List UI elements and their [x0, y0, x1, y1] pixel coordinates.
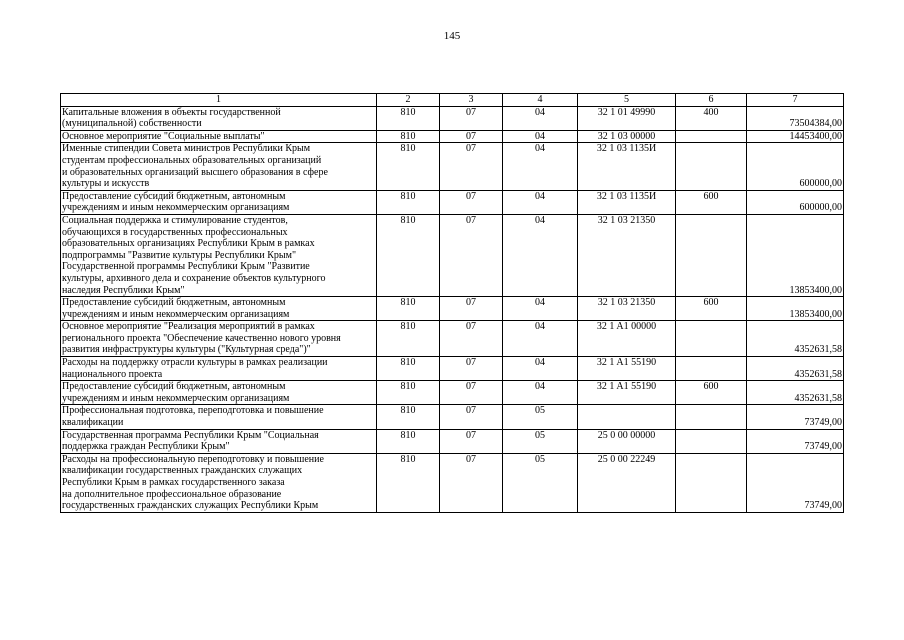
- row-csr: 32 1 03 1135И: [578, 143, 676, 190]
- row-podrazdel: 04: [503, 130, 578, 143]
- row-csr: 32 1 03 1135И: [578, 190, 676, 214]
- row-razdel: 07: [440, 453, 503, 512]
- row-name: Социальная поддержка и стимулирование студентов, обучающихся в государственных профессиональных образовательных организациях Республики Крым в рамках подпрограммы "Развитие культуры Республики Крым" Государственной программы Республики Крым "Развитие культуры, архивного дела и сохранение объектов культурного наследия Республики Крым": [61, 214, 377, 296]
- header-row: [61, 94, 844, 107]
- column-header: 5: [578, 94, 676, 107]
- row-razdel: 07: [440, 357, 503, 381]
- row-amount: 4352631,58: [747, 321, 844, 357]
- row-name: Расходы на профессиональную переподготовку и повышение квалификации государственных гражданских служащих Республики Крым в рамках государственного заказа на дополнительное профессиональное образование государственных гражданских служащих Республики Крым: [61, 453, 377, 512]
- row-glav: 810: [377, 321, 440, 357]
- row-name: Государственная программа Республики Крым "Социальная поддержка граждан Республики Крым": [61, 429, 377, 453]
- table-row: [61, 214, 844, 296]
- table-row: [61, 321, 844, 357]
- row-razdel: 07: [440, 214, 503, 296]
- row-csr: 32 1 03 00000: [578, 130, 676, 143]
- row-name: Предоставление субсидий бюджетным, автономным учреждениям и иным некоммерческим организациям: [61, 297, 377, 321]
- table-row: [61, 405, 844, 429]
- table-row: [61, 453, 844, 512]
- table-row: [61, 297, 844, 321]
- row-csr: 32 1 03 21350: [578, 214, 676, 296]
- row-csr: [578, 405, 676, 429]
- row-podrazdel: 04: [503, 297, 578, 321]
- row-vr: 600: [676, 190, 747, 214]
- row-glav: 810: [377, 429, 440, 453]
- row-amount: 73504384,00: [747, 106, 844, 130]
- row-amount: 600000,00: [747, 143, 844, 190]
- row-glav: 810: [377, 106, 440, 130]
- row-glav: 810: [377, 214, 440, 296]
- row-razdel: 07: [440, 106, 503, 130]
- row-name: Расходы на поддержку отрасли культуры в рамках реализации национального проекта: [61, 357, 377, 381]
- row-amount: 14453400,00: [747, 130, 844, 143]
- row-podrazdel: 05: [503, 429, 578, 453]
- page-number: 145: [443, 30, 461, 42]
- row-amount: 600000,00: [747, 190, 844, 214]
- column-header: 1: [61, 94, 377, 107]
- row-amount: 4352631,58: [747, 381, 844, 405]
- row-razdel: 07: [440, 297, 503, 321]
- row-csr: 32 1 A1 55190: [578, 381, 676, 405]
- row-glav: 810: [377, 297, 440, 321]
- row-glav: 810: [377, 143, 440, 190]
- row-amount: 73749,00: [747, 405, 844, 429]
- row-amount: 4352631,58: [747, 357, 844, 381]
- column-header: 4: [503, 94, 578, 107]
- row-podrazdel: 04: [503, 357, 578, 381]
- row-vr: [676, 214, 747, 296]
- row-vr: [676, 357, 747, 381]
- row-podrazdel: 04: [503, 143, 578, 190]
- row-podrazdel: 05: [503, 453, 578, 512]
- row-glav: 810: [377, 381, 440, 405]
- row-glav: 810: [377, 405, 440, 429]
- row-vr: 400: [676, 106, 747, 130]
- row-vr: [676, 321, 747, 357]
- table-row: [61, 357, 844, 381]
- row-glav: 810: [377, 357, 440, 381]
- row-csr: 25 0 00 00000: [578, 429, 676, 453]
- row-csr: 32 1 01 49990: [578, 106, 676, 130]
- row-podrazdel: 04: [503, 214, 578, 296]
- row-razdel: 07: [440, 429, 503, 453]
- row-podrazdel: 04: [503, 106, 578, 130]
- row-name: Основное мероприятие "Социальные выплаты": [61, 130, 377, 143]
- row-glav: 810: [377, 453, 440, 512]
- column-header: 2: [377, 94, 440, 107]
- row-name: Предоставление субсидий бюджетным, автономным учреждениям и иным некоммерческим организациям: [61, 381, 377, 405]
- row-amount: 73749,00: [747, 429, 844, 453]
- table-row: [61, 429, 844, 453]
- row-podrazdel: 04: [503, 190, 578, 214]
- row-vr: [676, 429, 747, 453]
- row-csr: 32 1 03 21350: [578, 297, 676, 321]
- row-vr: [676, 143, 747, 190]
- row-podrazdel: 05: [503, 405, 578, 429]
- table-row: [61, 190, 844, 214]
- row-glav: 810: [377, 130, 440, 143]
- row-amount: 13853400,00: [747, 297, 844, 321]
- row-name: Капитальные вложения в объекты государственной (муниципальной) собственности: [61, 106, 377, 130]
- column-header: 3: [440, 94, 503, 107]
- row-vr: [676, 405, 747, 429]
- row-razdel: 07: [440, 190, 503, 214]
- row-razdel: 07: [440, 321, 503, 357]
- row-vr: [676, 130, 747, 143]
- table-row: [61, 106, 844, 130]
- row-razdel: 07: [440, 405, 503, 429]
- row-vr: 600: [676, 297, 747, 321]
- row-podrazdel: 04: [503, 381, 578, 405]
- row-amount: 13853400,00: [747, 214, 844, 296]
- table-row: [61, 381, 844, 405]
- row-razdel: 07: [440, 143, 503, 190]
- column-header: 6: [676, 94, 747, 107]
- row-name: Профессиональная подготовка, переподготовка и повышение квалификации: [61, 405, 377, 429]
- row-name: Предоставление субсидий бюджетным, автономным учреждениям и иным некоммерческим организациям: [61, 190, 377, 214]
- table-row: [61, 130, 844, 143]
- row-vr: 600: [676, 381, 747, 405]
- budget-table: [60, 93, 844, 513]
- column-header: 7: [747, 94, 844, 107]
- row-podrazdel: 04: [503, 321, 578, 357]
- row-name: Основное мероприятие "Реализация мероприятий в рамках регионального проекта "Обеспечение качественно нового уровня развития инфраструктуры культуры ("Культурная среда")": [61, 321, 377, 357]
- row-csr: 32 1 A1 55190: [578, 357, 676, 381]
- row-razdel: 07: [440, 381, 503, 405]
- row-razdel: 07: [440, 130, 503, 143]
- row-amount: 73749,00: [747, 453, 844, 512]
- row-vr: [676, 453, 747, 512]
- row-csr: 32 1 A1 00000: [578, 321, 676, 357]
- row-glav: 810: [377, 190, 440, 214]
- row-csr: 25 0 00 22249: [578, 453, 676, 512]
- table-row: [61, 143, 844, 190]
- table-body: [61, 106, 844, 512]
- row-name: Именные стипендии Совета министров Республики Крым студентам профессиональных образовательных организаций и образовательных организаций высшего образования в сфере культуры и искусств: [61, 143, 377, 190]
